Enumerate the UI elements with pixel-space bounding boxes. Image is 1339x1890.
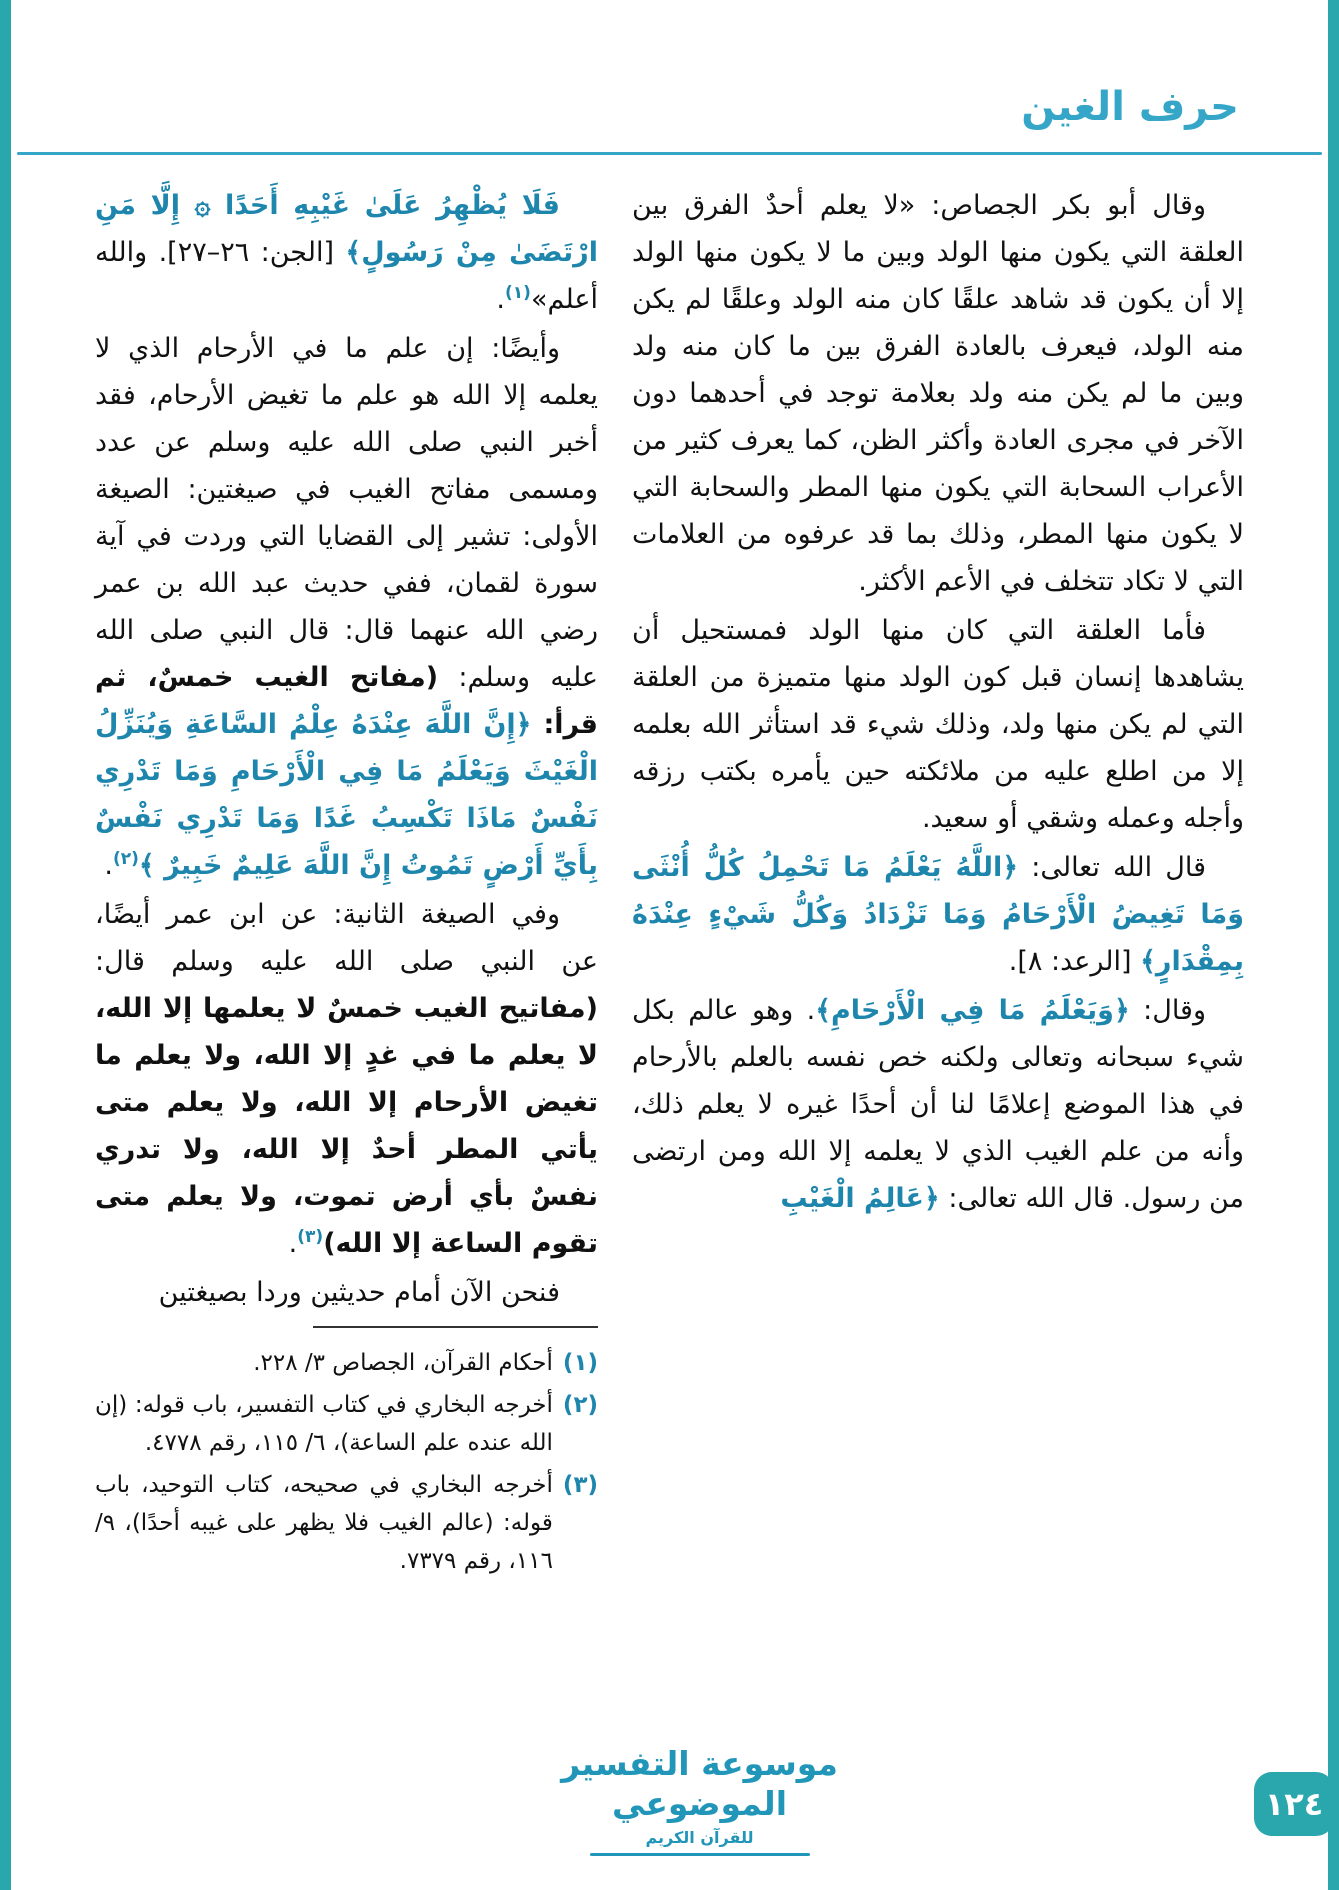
body-text: . (496, 284, 505, 315)
body-text: وقال: (1129, 995, 1206, 1026)
paragraph (95, 325, 598, 889)
paragraph (632, 607, 1244, 842)
body-text: وأيضًا: إن علم ما في الأرحام الذي لا يعلمه إلا الله هو علم ما تغيض الأرحام، فقد أخبر النبي صلى الله عليه وسلم عن عدد ومسمى مفاتح الغيب في صيغتين: الصيغة الأولى: تشير إلى القضايا التي وردت في آية سورة لقمان، ففي حديث عبد الله بن عمر رضي الله عنهما قال: قال النبي صلى الله عليه وسلم: (95, 333, 598, 693)
body-text: وقال أبو بكر الجصاص: «لا يعلم أحدٌ الفرق بين العلقة التي يكون منها الولد وبين ما لا يكون منها الولد إلا أن يكون قد شاهد علقًا كان منه الولد وعلقًا لم يكن منه الولد، فيعرف بالعادة الفرق بين ما كان منه ولد وبين ما لم يكن منه ولد بعلامة توجد في أحدهما دون الآخر في مجرى العادة وأكثر الظن، كما يعرف كثير من الأعراب السحابة التي يكون منها المطر والسحابة التي لا يكون منها المطر، وذلك بما قد عرفوه من العلامات التي لا تكاد تتخلف في الأعم الأكثر. (632, 190, 1244, 597)
footnotes-section (95, 1316, 598, 1580)
right-edge-decoration (1328, 0, 1339, 1890)
footnote-number: (١) (562, 1350, 598, 1376)
footnote-ref-3: (٣) (297, 1227, 324, 1247)
footnote-ref-1: (١) (505, 283, 531, 303)
body-text: فنحن الآن أمام حديثين وردا بصيغتين (158, 1277, 560, 1308)
publisher-logo (0, 1744, 1339, 1856)
footnote-text: أحكام القرآن، الجصاص ٣/ ٢٢٨. (253, 1350, 553, 1376)
page-content (95, 182, 1244, 1580)
hadith-text: (مفاتح الغيب خمسٌ، ثم قرأ: (95, 662, 598, 740)
quran-verse: ﴿اللَّهُ يَعْلَمُ مَا تَحْمِلُ كُلُّ أُنْثَى وَمَا تَغِيضُ الْأَرْحَامُ وَمَا تَزْدَادُ وَكُلُّ شَيْءٍ عِنْدَهُ بِمِقْدَارٍ﴾ (632, 852, 1244, 977)
body-text: وفي الصيغة الثانية: عن ابن عمر أيضًا، عن النبي صلى الله عليه وسلم قال: (95, 899, 598, 977)
footnote-text: أخرجه البخاري في صحيحه، كتاب التوحيد، باب قوله: (عالم الغيب فلا يظهر على غيبه أحدًا)، ٩/ ١١٦، رقم ٧٣٧٩. (95, 1472, 553, 1574)
body-text: . (104, 850, 113, 881)
footnote-number: (٢) (562, 1392, 598, 1418)
body-text: . (288, 1228, 298, 1259)
logo-flourish (590, 1853, 810, 1856)
paragraph (95, 891, 598, 1267)
paragraph (95, 182, 598, 323)
body-text: . وهو عالم بكل شيء سبحانه وتعالى ولكنه خص نفسه بالعلم بالأرحام في هذا الموضع إعلامًا لنا أن أحدًا غيره لا يعلم ذلك، وأنه من علم الغيب الذي لا يعلمه إلا الله ومن ارتضى من رسول. قال الله تعالى: (632, 995, 1244, 1214)
chapter-header: حرف الغين (1021, 84, 1239, 130)
body-text: فأما العلقة التي كان منها الولد فمستحيل أن يشاهدها إنسان قبل كون الولد منها متميزة من العلقة التي لم يكن منها ولد، وذلك شيء قد استأثر الله بعلمه إلا من اطلع عليه من ملائكته حين يأمره بكتب رزقه وأجله وعمله وشقي أو سعيد. (632, 615, 1244, 834)
paragraph (632, 182, 1244, 605)
paragraph (632, 987, 1244, 1222)
verse-reference: [الرعد: ٨]. (1008, 946, 1141, 977)
footnote-text: أخرجه البخاري في كتاب التفسير، باب قوله: (إن الله عنده علم الساعة)، ٦/ ١١٥، رقم ٤٧٧٨. (95, 1392, 553, 1456)
left-column (95, 182, 598, 1580)
quran-verse: ﴿عَالِمُ الْغَيْبِ (780, 1183, 940, 1214)
publisher-logo-text (540, 1744, 860, 1856)
body-text: قال الله تعالى: (1018, 852, 1207, 883)
paragraph (632, 844, 1244, 985)
logo-subtitle: للقرآن الكريم (645, 1828, 754, 1847)
left-column-text (95, 182, 598, 1316)
quran-verse: ﴿إِنَّ اللَّهَ عِنْدَهُ عِلْمُ السَّاعَةِ وَيُنَزِّلُ الْغَيْثَ وَيَعْلَمُ مَا فِي الْأَرْحَامِ وَمَا تَدْرِي نَفْسٌ مَاذَا تَكْسِبُ غَدًا وَمَا تَدْرِي نَفْسٌ بِأَيِّ أَرْضٍ تَمُوتُ إِنَّ اللَّهَ عَلِيمٌ خَبِيرٌ ﴾ (95, 709, 598, 881)
header-rule (17, 152, 1322, 155)
footnote-ref-2: (٢) (112, 849, 139, 869)
quran-verse: ﴿وَيَعْلَمُ مَا فِي الْأَرْحَامِ﴾ (815, 995, 1130, 1026)
page-number-badge (1254, 1772, 1334, 1836)
quran-verse: فَلَا يُظْهِرُ عَلَىٰ غَيْبِهِ أَحَدًا ۞ إِلَّا مَنِ ارْتَضَىٰ مِنْ رَسُولٍ﴾ (95, 190, 598, 268)
footnote-separator (313, 1326, 598, 1328)
page-number: ١٢٤ (1264, 1785, 1324, 1823)
logo-title: موسوعة التفسير الموضوعي (561, 1744, 838, 1823)
hadith-text: (مفاتيح الغيب خمسٌ لا يعلمها إلا الله، لا يعلم ما في غدٍ إلا الله، ولا يعلم ما تغيض الأرحام إلا الله، ولا يعلم متى يأتي المطر أحدٌ إلا الله، ولا تدري نفسٌ بأي أرض تموت، ولا يعلم متى تقوم الساعة إلا الله) (95, 993, 598, 1259)
paragraph (95, 1269, 598, 1316)
footnote-item (95, 1386, 598, 1462)
verse-reference: [الجن: ٢٦–٢٧]. والله أعلم» (95, 237, 598, 315)
footnote-item (95, 1466, 598, 1580)
left-edge-decoration (0, 0, 11, 1890)
footnote-item (95, 1344, 598, 1382)
right-column (632, 182, 1244, 1580)
footnote-number: (٣) (562, 1472, 598, 1498)
